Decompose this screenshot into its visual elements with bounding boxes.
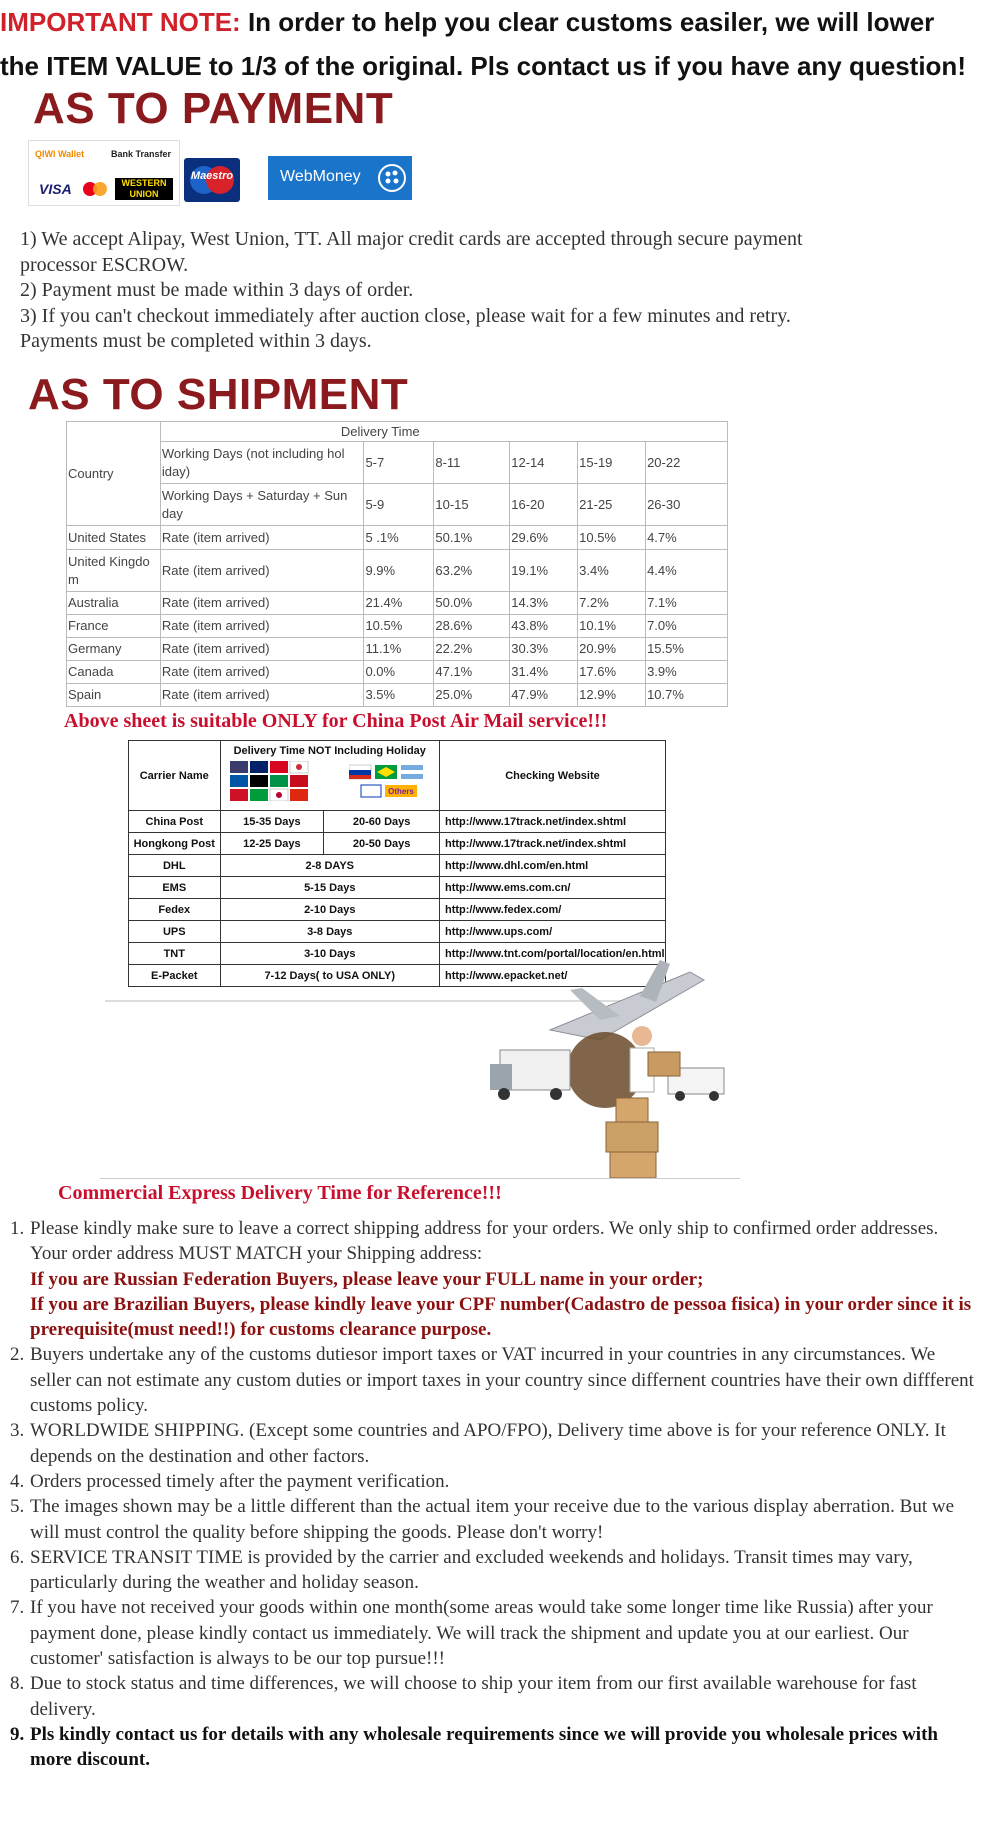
- rate-cell: 15.5%: [646, 638, 728, 661]
- table-cell: 16-20: [510, 484, 578, 526]
- rate-cell: 20.9%: [578, 638, 646, 661]
- carrier-row: [129, 811, 666, 833]
- payment-logo-group: [28, 140, 180, 206]
- russia-note: If you are Russian Federation Buyers, please leave your FULL name in your order;: [30, 1268, 704, 1290]
- table-row: [67, 550, 728, 592]
- note-text: In order to help you clear customs easiler, we will lower the ITEM VALUE to 1/3 of the original. Pls contact us if you have any question!: [0, 7, 966, 81]
- country-name: United Kingdo m: [67, 550, 161, 592]
- country-name: Australia: [67, 592, 161, 615]
- rate-cell: 9.9%: [364, 550, 434, 592]
- rate-cell: 29.6%: [510, 526, 578, 550]
- brazil-note: If you are Brazilian Buyers, please kindly leave your CPF number(Cadastro de pessoa fisica) in your order since it is prerequisite(must need!!) for customs clearance purpose.: [30, 1293, 972, 1341]
- rate-cell: 3.9%: [646, 661, 728, 684]
- country-flags: [221, 761, 439, 801]
- table-row: [67, 615, 728, 638]
- payment-terms: [20, 227, 920, 355]
- tracking-link[interactable]: http://www.dhl.com/en.html: [439, 855, 665, 877]
- rate-cell: 7.0%: [646, 615, 728, 638]
- others-label: Others: [388, 787, 415, 796]
- boxes-icon: [606, 1098, 658, 1178]
- payment-line: 3) If you can't checkout immediately after auction close, please wait for a few minutes and retry.: [20, 304, 791, 327]
- tracking-link[interactable]: http://www.tnt.com/portal/location/en.html: [439, 943, 665, 965]
- rate-label: Rate (item arrived): [160, 592, 364, 615]
- shipping-illustration: [490, 960, 740, 1180]
- carrier-name-header: Carrier Name: [129, 741, 221, 811]
- table-cell: 5-9: [364, 484, 434, 526]
- carrier-name: DHL: [129, 855, 221, 877]
- visa-logo: VISA: [39, 181, 72, 197]
- tracking-link[interactable]: http://www.fedex.com/: [439, 899, 665, 921]
- maestro-logo: Maestro: [184, 158, 240, 202]
- webmoney-globe-icon: [376, 162, 408, 194]
- important-note: [0, 0, 980, 88]
- carrier-table: [128, 740, 666, 987]
- carrier-row: [129, 833, 666, 855]
- table-cell: 26-30: [646, 484, 728, 526]
- payment-line: Payments must be completed within 3 days.: [20, 330, 372, 352]
- rate-label: Rate (item arrived): [160, 615, 364, 638]
- table-cell: 15-19: [578, 442, 646, 484]
- rate-cell: 14.3%: [510, 592, 578, 615]
- carrier-name: China Post: [129, 811, 221, 833]
- table-row: [67, 592, 728, 615]
- carrier-time: 12-25 Days: [220, 833, 324, 855]
- airplane-icon: [550, 960, 704, 1040]
- list-item: 5. The images shown may be a little different than the actual item your receive due to the various display aberration. But we will must control the quality before shipping the goods. Please don't worry!: [10, 1496, 955, 1543]
- list-item: 4. Orders processed timely after the payment verification.: [10, 1470, 450, 1492]
- list-item: 9. Pls kindly contact us for details with any wholesale requirements since we will provide you wholesale prices with more discount.: [10, 1723, 938, 1771]
- table-cell: 21-25: [578, 484, 646, 526]
- rate-cell: 10.7%: [646, 684, 728, 707]
- rate-cell: 12.9%: [578, 684, 646, 707]
- table-cell: 5-7: [364, 442, 434, 484]
- carrier-row: [129, 899, 666, 921]
- country-name: France: [67, 615, 161, 638]
- list-item: 1. Please kindly make sure to leave a correct shipping address for your orders. We only ship to confirmed order addresses. Your order address MUST MATCH your Shipping address: If you are Russian Federation Buyers, please leave your FULL name in your order; If you are Brazilian Buyers, please kindly leave your CPF number(Cadastro de pessoa fisica) in your order since it is prerequisite(must need!!) for customs clearance purpose.: [10, 1216, 975, 1342]
- rate-cell: 63.2%: [434, 550, 510, 592]
- payment-heading: AS TO PAYMENT: [33, 84, 394, 133]
- rate-label: Rate (item arrived): [160, 638, 364, 661]
- flags-icon: [230, 761, 330, 801]
- rate-cell: 31.4%: [510, 661, 578, 684]
- tracking-link[interactable]: http://www.epacket.net/: [439, 965, 665, 987]
- rate-cell: 43.8%: [510, 615, 578, 638]
- table-row: [67, 638, 728, 661]
- rate-cell: 3.4%: [578, 550, 646, 592]
- payment-line: processor ESCROW.: [20, 253, 189, 276]
- country-name: Germany: [67, 638, 161, 661]
- list-item: 7. If you have not received your goods within one month(some areas would take some longer time like Russia) after your payment done, please kindly contact us immediately. We will track the shipment and update you at our earliest. Our customer' satisfaction is always to be our top pursue!!!: [10, 1597, 933, 1670]
- table-cell: 10-15: [434, 484, 510, 526]
- table-cell: 8-11: [434, 442, 510, 484]
- rate-cell: 0.0%: [364, 661, 434, 684]
- rate-cell: 7.1%: [646, 592, 728, 615]
- carrier-time: 2-8 DAYS: [220, 855, 439, 877]
- carrier-name: Fedex: [129, 899, 221, 921]
- table-row: [67, 526, 728, 550]
- carrier-row: [129, 877, 666, 899]
- carrier-time: 7-12 Days( to USA ONLY): [220, 965, 439, 987]
- rate-cell: 25.0%: [434, 684, 510, 707]
- carrier-name: E-Packet: [129, 965, 221, 987]
- carrier-time: 3-10 Days: [220, 943, 439, 965]
- rate-cell: 30.3%: [510, 638, 578, 661]
- checking-website-header: Checking Website: [439, 741, 665, 811]
- rate-cell: 47.9%: [510, 684, 578, 707]
- rate-cell: 21.4%: [364, 592, 434, 615]
- rate-label: Rate (item arrived): [160, 661, 364, 684]
- table-row: [67, 661, 728, 684]
- list-item: 8. Due to stock status and time differences, we will choose to ship your item from our first available warehouse for fast delivery.: [10, 1673, 917, 1720]
- western-union-logo: WESTERN UNION: [115, 178, 173, 200]
- list-item: 6. SERVICE TRANSIT TIME is provided by the carrier and excluded weekends and holidays. Transit times may vary, particularly during the weather and holiday season.: [10, 1546, 913, 1594]
- table-cell: 20-22: [646, 442, 728, 484]
- country-name: United States: [67, 526, 161, 550]
- carrier-time: 15-35 Days: [220, 811, 324, 833]
- rate-cell: 10.5%: [364, 615, 434, 638]
- carrier-time: 20-50 Days: [324, 833, 440, 855]
- payment-logos: [28, 140, 418, 206]
- rate-cell: 10.5%: [578, 526, 646, 550]
- delivery-time-header: Delivery Time NOT Including Holiday Others: [220, 741, 439, 811]
- tracking-link[interactable]: http://www.17track.net/index.shtml: [439, 833, 665, 855]
- carrier-row: [129, 921, 666, 943]
- carrier-row: [129, 855, 666, 877]
- table-cell: 12-14: [510, 442, 578, 484]
- qiwi-logo: QIWI Wallet: [35, 149, 85, 159]
- delivery-rate-table: [66, 421, 728, 707]
- list-item: 3. WORLDWIDE SHIPPING. (Except some countries and APO/FPO), Delivery time above is for your reference ONLY. It depends on the destination and other factors.: [10, 1420, 946, 1467]
- rate-cell: 11.1%: [364, 638, 434, 661]
- rate-cell: 4.4%: [646, 550, 728, 592]
- truck-icon: [490, 1050, 570, 1100]
- terms-list: [10, 1216, 975, 1773]
- divider: [100, 1178, 740, 1179]
- working-days-saturday-label: Working Days + Saturday + Sun day: [160, 484, 364, 526]
- tracking-link[interactable]: http://www.ups.com/: [439, 921, 665, 943]
- rate-cell: 22.2%: [434, 638, 510, 661]
- rate-cell: 50.1%: [434, 526, 510, 550]
- rate-cell: 17.6%: [578, 661, 646, 684]
- mastercard-logo: [81, 181, 109, 197]
- list-item: 2. Buyers undertake any of the customs dutiesor import taxes or VAT incurred in your countries in any circumstances. We seller can not estimate any custom duties or import taxes in your country since differnent countries have their own diffferent customs policy.: [10, 1344, 974, 1417]
- rate-label: Rate (item arrived): [160, 526, 364, 550]
- rate-cell: 5 .1%: [364, 526, 434, 550]
- note-label: IMPORTANT NOTE:: [0, 7, 241, 37]
- carrier-time: 5-15 Days: [220, 877, 439, 899]
- rate-cell: 50.0%: [434, 592, 510, 615]
- tracking-link[interactable]: http://www.17track.net/index.shtml: [439, 811, 665, 833]
- carrier-name: EMS: [129, 877, 221, 899]
- rate-cell: 10.1%: [578, 615, 646, 638]
- rate-cell: 3.5%: [364, 684, 434, 707]
- china-post-note: Above sheet is suitable ONLY for China Post Air Mail service!!!: [64, 710, 608, 732]
- carrier-name: TNT: [129, 943, 221, 965]
- rate-cell: 4.7%: [646, 526, 728, 550]
- payment-line: 2) Payment must be made within 3 days of order.: [20, 279, 414, 301]
- bank-transfer-logo: Bank Transfer: [111, 149, 172, 159]
- carrier-time: 2-10 Days: [220, 899, 439, 921]
- rate-cell: 28.6%: [434, 615, 510, 638]
- delivery-time-header: Delivery Time: [160, 422, 727, 442]
- webmoney-logo: WebMoney: [268, 156, 412, 200]
- rate-label: Rate (item arrived): [160, 684, 364, 707]
- payment-line: 1) We accept Alipay, West Union, TT. All major credit cards are accepted through secure payment: [20, 228, 803, 250]
- shipment-heading: AS TO SHIPMENT: [28, 370, 409, 419]
- rate-label: Rate (item arrived): [160, 550, 364, 592]
- table-row: [67, 684, 728, 707]
- rate-cell: 47.1%: [434, 661, 510, 684]
- carrier-name: Hongkong Post: [129, 833, 221, 855]
- commercial-note: Commercial Express Delivery Time for Reference!!!: [58, 1182, 502, 1204]
- rate-cell: 19.1%: [510, 550, 578, 592]
- country-name: Canada: [67, 661, 161, 684]
- country-header: Country: [67, 422, 161, 526]
- carrier-name: UPS: [129, 921, 221, 943]
- rate-cell: 7.2%: [578, 592, 646, 615]
- carrier-time: 3-8 Days: [220, 921, 439, 943]
- flags-others-icon: [349, 761, 429, 801]
- country-name: Spain: [67, 684, 161, 707]
- tracking-link[interactable]: http://www.ems.com.cn/: [439, 877, 665, 899]
- working-days-label: Working Days (not including hol iday): [160, 442, 364, 484]
- carrier-time: 20-60 Days: [324, 811, 440, 833]
